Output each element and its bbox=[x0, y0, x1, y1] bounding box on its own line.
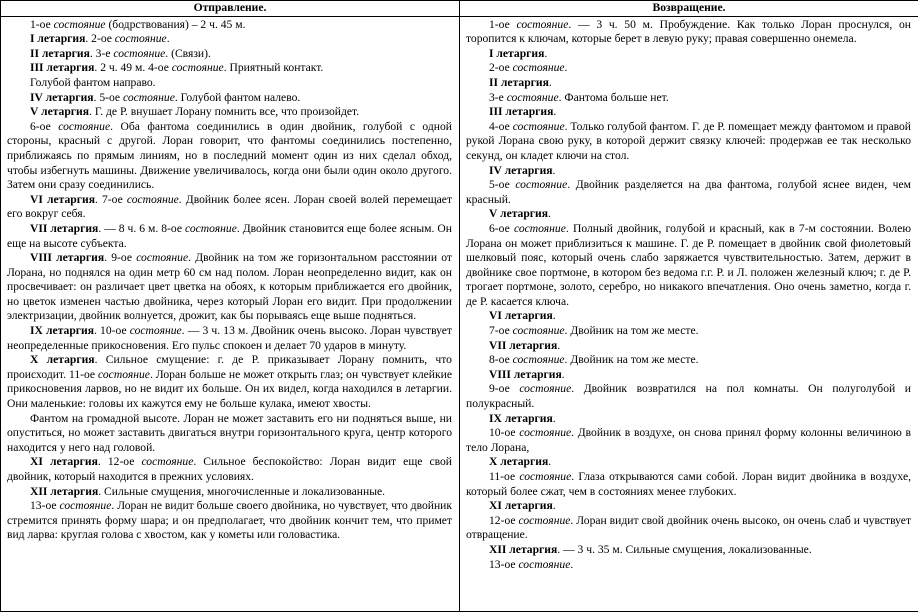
paragraph-text: . Фантома больше нет. bbox=[558, 90, 669, 104]
state-term: состояние bbox=[513, 221, 566, 235]
state-term: состояние bbox=[506, 90, 559, 104]
paragraph-text: . bbox=[552, 309, 556, 323]
header-return: Возвращение. bbox=[460, 1, 918, 17]
paragraph-text: 1-ое bbox=[30, 17, 54, 31]
paragraph-text: . Глаза открываются сами собой. Лоран видит двойника в воздухе, который более сжат, чем в состояниях менее глубоких. bbox=[466, 470, 911, 498]
departure-paragraphs bbox=[7, 18, 452, 543]
lethargy-label: XII летаргия bbox=[30, 484, 99, 498]
header-departure: Отправление. bbox=[1, 1, 460, 17]
lethargy-label: XI летаргия bbox=[30, 455, 98, 469]
paragraph-text: . bbox=[544, 46, 548, 60]
return-paragraph bbox=[466, 353, 911, 368]
paragraph-text: (бодрствования) – 2 ч. 45 м. bbox=[105, 17, 246, 31]
state-term: состояние bbox=[518, 513, 571, 527]
departure-paragraph bbox=[7, 455, 452, 484]
paragraph-text: . 9-ое bbox=[104, 251, 137, 265]
paragraph-text: . bbox=[548, 207, 551, 221]
return-paragraph bbox=[466, 412, 911, 427]
state-term: состояние bbox=[59, 499, 112, 513]
paragraph-text: . bbox=[552, 411, 556, 425]
return-paragraph bbox=[466, 382, 911, 411]
state-term: состояние bbox=[126, 192, 179, 206]
paragraph-text: . Лоран больше не может открыть глаз; он чувствует клейкие прикосновения ларвов, но не видит их больше. Он их видел, когда находился в летаргии. Они маленькие: головы их кажутся ему не больше кулака, имеют хвосты. bbox=[7, 367, 452, 411]
return-paragraph bbox=[466, 222, 911, 310]
paragraph-text: . 3-е bbox=[89, 46, 114, 60]
paragraph-text: 8-ое bbox=[489, 353, 513, 367]
state-term: состояние bbox=[518, 557, 571, 571]
state-term: состояние bbox=[512, 61, 565, 75]
lethargy-label: V летаргия bbox=[489, 207, 549, 221]
paragraph-text: . Сильное беспокойство: Лоран видит еще свой двойник, который находится в прежних условиях. bbox=[7, 455, 452, 483]
paragraph-text: . bbox=[557, 338, 561, 352]
body-row bbox=[1, 16, 918, 611]
lethargy-label: X летаргия bbox=[30, 353, 95, 367]
state-term: состояние bbox=[129, 324, 182, 338]
paragraph-text: . Двойник на том же горизонтальном расстоянии от Лорана, но поднялся на один метр 60 см над полом. Лоран неопределенно видит, как он просвечивает: он различает цвет цветка на обоях, к которым приближается его двойник, но цветок изменен частью двойника, через который Лоран его видит. При продолжении электризации, двойник волнуется, дрожит, как бы порываясь еще выше подняться. bbox=[7, 251, 452, 323]
state-term: состояние bbox=[515, 178, 568, 192]
state-term: состояние bbox=[512, 353, 565, 367]
paragraph-text: . bbox=[564, 61, 568, 75]
paragraph-text: . — 3 ч. 35 м. Сильные смущения, локализованные. bbox=[557, 542, 812, 556]
return-paragraph bbox=[466, 499, 911, 514]
paragraph-text: 3-е bbox=[489, 90, 507, 104]
lethargy-label: VIII летаргия bbox=[30, 251, 105, 265]
lethargy-label: III летаргия bbox=[30, 61, 95, 75]
paragraph-text: . 2-ое bbox=[85, 32, 115, 46]
paragraph-text: . (Связи). bbox=[165, 46, 211, 60]
paragraph-text: 13-ое bbox=[489, 557, 519, 571]
paragraph-text: . Только голубой фантом. Г. де Р. помещает между фантомом и правой рукой Лорана свою руку, в которой держит связку ключей: продержав ее так несколько секунд, он кладет ключи на стол. bbox=[466, 119, 911, 162]
return-paragraph bbox=[466, 164, 911, 179]
state-term: состояние bbox=[98, 367, 150, 381]
departure-column bbox=[1, 16, 460, 611]
departure-paragraph bbox=[7, 91, 452, 106]
state-term: состояние bbox=[53, 17, 106, 31]
return-paragraph bbox=[466, 61, 911, 76]
return-paragraph bbox=[466, 178, 911, 207]
paragraph-text: Фантом на громадной высоте. Лоран не может заставить его ни подняться выше, ни опуститься, но может заставить двигаться внутри горизонтального круга, центр которого находится у него над головой. bbox=[7, 411, 452, 454]
return-paragraph bbox=[466, 470, 911, 499]
lethargy-label: XI летаргия bbox=[489, 499, 553, 513]
paragraph-text: . Приятный контакт. bbox=[223, 61, 324, 75]
paragraph-text: 7-ое bbox=[489, 324, 513, 338]
paragraph-text: 6-ое bbox=[489, 221, 514, 235]
paragraph-text: . Двойник более ясен. Лоран своей волей перемещает его вокруг себя. bbox=[7, 192, 452, 221]
paragraph-text: 10-ое bbox=[489, 426, 520, 440]
departure-paragraph bbox=[7, 222, 452, 251]
return-paragraph bbox=[466, 543, 911, 558]
lethargy-label: V летаргия bbox=[30, 105, 90, 119]
state-term: состояние bbox=[519, 382, 572, 396]
departure-paragraph bbox=[7, 324, 452, 353]
return-paragraph bbox=[466, 207, 911, 222]
departure-paragraph bbox=[7, 61, 452, 76]
paragraph-text: . bbox=[548, 455, 552, 469]
return-paragraph bbox=[466, 91, 911, 106]
return-paragraph bbox=[466, 368, 911, 383]
paragraph-text: 12-ое bbox=[489, 513, 519, 527]
state-term: состояние bbox=[184, 221, 237, 235]
state-term: состояние bbox=[141, 455, 194, 469]
state-term: состояние bbox=[58, 119, 111, 133]
paragraph-text: . 10-ое bbox=[94, 324, 130, 338]
paragraph-text: . Лоран видит свой двойник очень высоко, он очень слаб и чувствует отвращение. bbox=[466, 513, 911, 542]
return-paragraph bbox=[466, 47, 911, 62]
departure-paragraph bbox=[7, 412, 452, 456]
departure-paragraph bbox=[7, 193, 452, 222]
paragraph-text: 5-ое bbox=[489, 178, 516, 192]
paragraph-text: . Двойник становится еще более ясным. Он еще на высоте субъекта. bbox=[7, 221, 452, 250]
paragraph-text: . Двойник разделяется на два фантома, голубой яснее виден, чем красный. bbox=[466, 178, 911, 206]
state-term: состояние bbox=[516, 17, 569, 31]
lethargy-label: II летаргия bbox=[30, 46, 90, 60]
paragraph-text: 6-ое bbox=[30, 119, 59, 133]
lethargy-label: IX летаргия bbox=[489, 411, 553, 425]
departure-paragraph bbox=[7, 47, 452, 62]
paragraph-text: . Двойник на том же месте. bbox=[564, 353, 699, 367]
lethargy-label: VI летаргия bbox=[489, 309, 553, 323]
lethargy-label: VIII летаргия bbox=[489, 367, 562, 381]
paragraph-text: . Г. де Р. внушает Лорану помнить все, что произойдет. bbox=[89, 105, 360, 119]
lethargy-label: I летаргия bbox=[489, 46, 545, 60]
return-paragraph bbox=[466, 558, 911, 573]
paragraph-text: . Голубой фантом налево. bbox=[174, 90, 301, 104]
return-paragraph bbox=[466, 76, 911, 91]
paragraph-text: . bbox=[553, 105, 557, 119]
departure-paragraph bbox=[7, 499, 452, 543]
paragraph-text: . 2 ч. 49 м. 4-ое bbox=[94, 61, 172, 75]
paragraph-text: 13-ое bbox=[30, 499, 60, 513]
return-paragraph bbox=[466, 120, 911, 164]
header-row bbox=[1, 1, 918, 17]
paragraph-text: 2-ое bbox=[489, 61, 513, 75]
return-paragraph bbox=[466, 514, 911, 543]
departure-paragraph bbox=[7, 32, 452, 47]
state-term: состояние bbox=[113, 46, 166, 60]
paragraph-text: . — 3 ч. 13 м. Двойник очень высоко. Лоран чувствует неопределенные прикосновения. Его пульс спокоен и делает 70 ударов в минуту. bbox=[7, 324, 452, 352]
state-term: состояние bbox=[512, 324, 565, 338]
return-paragraph bbox=[466, 105, 911, 120]
state-term: состояние bbox=[519, 470, 572, 483]
paragraph-text: 11-ое bbox=[489, 470, 520, 483]
paragraph-text: . Лоран не видит больше своего двойника, но чувствует, что двойник стремится принять форму шара; и он предполагает, что двойник кончит тем, что примет вид ларва: круглая голова с хвостом, как у кометы или головастика. bbox=[7, 499, 452, 542]
lethargy-label: IX летаргия bbox=[30, 324, 94, 338]
paragraph-text: . 12-ое bbox=[97, 455, 142, 469]
lethargy-label: X летаргия bbox=[489, 455, 549, 469]
paragraph-text: . Двойник в воздухе, он снова принял форму колонны величиною в тело Лорана, bbox=[466, 426, 911, 454]
state-term: состояние bbox=[171, 61, 224, 75]
return-paragraph bbox=[466, 339, 911, 354]
paragraph-text: 9-ое bbox=[489, 382, 520, 396]
paragraph-text: . bbox=[561, 367, 565, 381]
lethargy-label: IV летаргия bbox=[489, 163, 553, 177]
lethargy-label: VII летаргия bbox=[30, 221, 99, 235]
return-paragraph bbox=[466, 455, 911, 470]
return-paragraph bbox=[466, 309, 911, 324]
paragraph-text: . 5-ое bbox=[93, 90, 123, 104]
state-term: состояние bbox=[114, 32, 167, 46]
paragraph-text: 4-ое bbox=[489, 119, 513, 133]
state-term: состояние bbox=[512, 119, 565, 133]
return-paragraphs bbox=[466, 18, 911, 573]
paragraph-text: . Полный двойник, голубой и красный, как в 7-м состоянии. Волею Лорана он может приблизиться к машине. Г. де Р. помещает в двойник свой фиолетовый шелковый пояс, который очень слабо заряжается чувствительностью. Затем, держит в двойнике свое портмоне, в котором без ведома г.г. Р. и Л. положен железный ключ; г. де Р. трогает портмоне, золото, серебро, но никакого впечатления. Оно очень заметно, когда г. де Р. касается ключа. bbox=[466, 221, 911, 308]
state-term: состояние bbox=[519, 426, 572, 440]
lethargy-label: I летаргия bbox=[30, 32, 86, 46]
paragraph-text: . Двойник на том же месте. bbox=[564, 324, 699, 338]
state-term: состояние bbox=[136, 251, 189, 265]
departure-paragraph bbox=[7, 485, 452, 500]
paragraph-text: . 7-ое bbox=[94, 192, 127, 206]
paragraph-text: . Сильное смущение: г. де Р. приказывает Лорану помнить, что происходит. 11-ое bbox=[7, 353, 452, 381]
lethargy-label: XII летаргия bbox=[489, 542, 558, 556]
return-paragraph bbox=[466, 324, 911, 339]
lethargy-label: III летаргия bbox=[489, 105, 554, 119]
lethargy-label: II летаргия bbox=[489, 75, 549, 89]
departure-paragraph bbox=[7, 105, 452, 120]
paragraph-text: . — 8 ч. 6 м. 8-ое bbox=[98, 221, 185, 235]
paragraph-text: . Двойник возвратился на пол комнаты. Он полуголубой и полукрасный. bbox=[466, 382, 911, 411]
paragraph-text: . — 3 ч. 50 м. Пробуждение. Как только Лоран проснулся, он торопится к ключам, которые берет в левую руку; правая совершенно онемела. bbox=[466, 17, 911, 46]
departure-paragraph bbox=[7, 353, 452, 411]
paragraph-text: . bbox=[552, 499, 556, 513]
paragraph-text: . bbox=[552, 163, 556, 177]
lethargy-label: VII летаргия bbox=[489, 338, 558, 352]
lethargy-label: IV летаргия bbox=[30, 90, 94, 104]
departure-paragraph bbox=[7, 251, 452, 324]
return-paragraph bbox=[466, 426, 911, 455]
return-paragraph bbox=[466, 18, 911, 47]
paragraph-text: . bbox=[166, 32, 170, 46]
paragraph-text: Голубой фантом направо. bbox=[30, 75, 156, 89]
departure-paragraph bbox=[7, 76, 452, 91]
state-term: состояние bbox=[122, 90, 175, 104]
paragraph-text: . bbox=[570, 557, 574, 571]
paragraph-text: 1-ое bbox=[489, 17, 517, 31]
departure-paragraph bbox=[7, 18, 452, 33]
return-column bbox=[460, 16, 918, 611]
departure-paragraph bbox=[7, 120, 452, 193]
paragraph-text: . bbox=[548, 75, 552, 89]
paragraph-text: . Сильные смущения, многочисленные и локализованные. bbox=[98, 484, 386, 498]
lethargy-label: VI летаргия bbox=[30, 192, 95, 206]
paragraph-text: . Оба фантома соединились в один двойник, голубой с одной стороны, красный с другой. Лоран говорит, что фантомы соединились постепенно, приближаясь по прямым линиям, но в последний момент один из них сделал обход, чтобы избегнуть машины. Движение увеличивалось, когда они были один около другого. Затем они сразу соединились. bbox=[7, 119, 452, 192]
